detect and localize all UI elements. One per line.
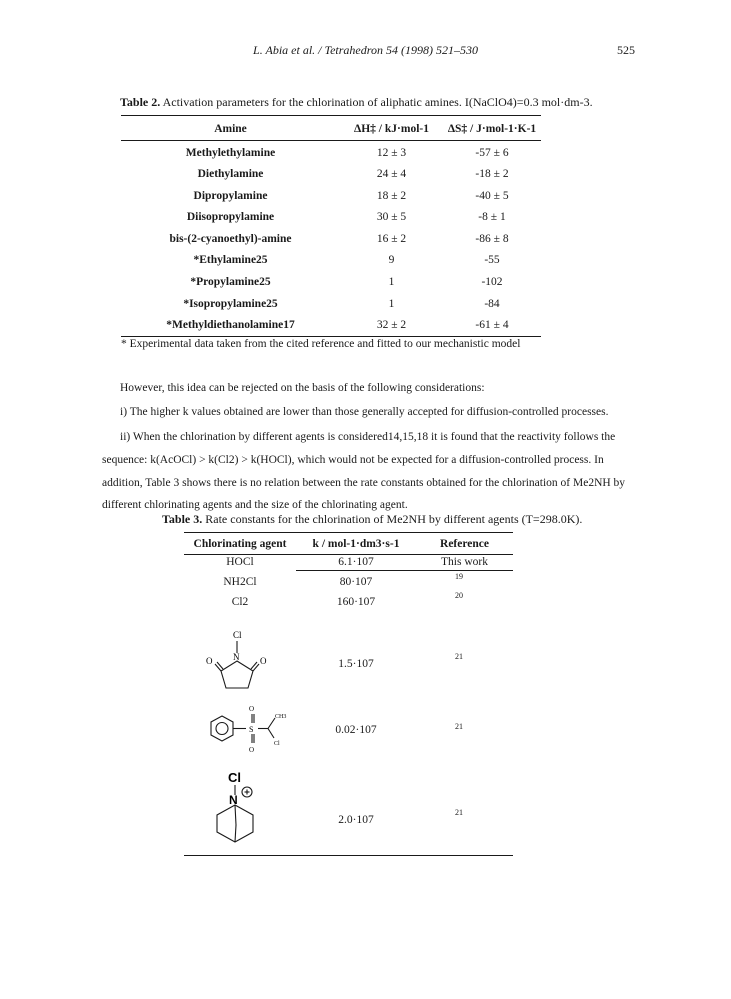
reference-cell: 20 — [455, 591, 463, 600]
table3-top-rule — [184, 532, 513, 533]
rate-cell: 80·107 — [339, 576, 373, 588]
table3-row-rule — [296, 570, 513, 571]
atom-label: CH3 — [275, 714, 287, 720]
enthalpy-cell: 32 ± 2 — [376, 319, 407, 331]
table2-top-rule — [121, 115, 541, 116]
table3-caption-text: Rate constants for the chlorination of Me2NH by different agents (T=298.0K). — [205, 512, 583, 526]
rate-cell: 160·107 — [336, 596, 376, 608]
entropy-cell: -57 ± 6 — [475, 147, 509, 159]
table3-header-agent: Chlorinating agent — [193, 538, 287, 550]
atom-label: N — [229, 793, 238, 807]
entropy-cell: -84 — [484, 298, 500, 310]
paragraph: i) The higher k values obtained are lower than those generally accepted for diffusion-controlled processes. — [120, 406, 609, 418]
paragraph: ii) When the chlorination by different agents is considered14,15,18 it is found that the reactivity follows the — [120, 431, 616, 443]
atom-label: O — [260, 656, 267, 666]
enthalpy-cell: 12 ± 3 — [376, 147, 407, 159]
agent-cell: Cl2 — [231, 596, 249, 608]
atom-label: O — [206, 656, 213, 666]
table2-footnote: * Experimental data taken from the cited reference and fitted to our mechanistic model — [121, 338, 521, 350]
table2-header-amine: Amine — [214, 123, 247, 135]
paragraph: different chlorinating agents and the size of the chlorinating agent. — [102, 499, 408, 511]
atom-label: O — [249, 746, 255, 754]
table3-caption — [162, 512, 582, 527]
table-row — [121, 298, 541, 318]
table3-header-rule — [184, 554, 513, 555]
rate-cell: 0.02·107 — [335, 724, 377, 736]
table3-bottom-rule — [184, 855, 513, 856]
enthalpy-cell: 16 ± 2 — [376, 233, 407, 245]
table-row — [121, 211, 541, 231]
entropy-cell: -61 ± 4 — [475, 319, 509, 331]
entropy-cell: -55 — [484, 254, 500, 266]
table3 — [184, 532, 513, 862]
table2-header-entropy: ΔS‡ / J·mol-1·K-1 — [447, 123, 537, 135]
table2-bottom-rule — [121, 336, 541, 337]
paragraph: However, this idea can be rejected on the basis of the following considerations: — [120, 382, 485, 394]
table-row — [121, 276, 541, 296]
table2-caption-text: Activation parameters for the chlorination of aliphatic amines. I(NaClO4)=0.3 mol·dm-3. — [162, 95, 593, 109]
entropy-cell: -40 ± 5 — [475, 190, 509, 202]
enthalpy-cell: 1 — [388, 276, 395, 288]
amine-cell: *Isopropylamine25 — [183, 298, 278, 310]
atom-label: S — [249, 725, 254, 734]
atom-label: Cl — [233, 630, 242, 640]
n-chlorosuccinimide-structure — [202, 626, 272, 706]
page-number: 525 — [617, 43, 635, 57]
agent-cell: HOCl — [226, 556, 254, 568]
enthalpy-cell: 24 ± 4 — [376, 168, 407, 180]
enthalpy-cell: 18 ± 2 — [376, 190, 407, 202]
amine-cell: Methylethylamine — [185, 147, 276, 159]
amine-cell: *Ethylamine25 — [193, 254, 268, 266]
amine-cell: *Propylamine25 — [190, 276, 271, 288]
table3-caption-label: Table 3. — [162, 512, 203, 526]
agent-cell: NH2Cl — [223, 576, 257, 588]
reference-cell: 21 — [455, 722, 463, 731]
paragraph: sequence: k(AcOCl) > k(Cl2) > k(HOCl), which would not be expected for a diffusion-controlled process. In — [102, 454, 604, 466]
entropy-cell: -18 ± 2 — [475, 168, 509, 180]
enthalpy-cell: 1 — [388, 298, 395, 310]
atom-label: Cl — [228, 770, 241, 785]
running-head: L. Abia et al. / Tetrahedron 54 (1998) 521–530 — [253, 43, 478, 57]
amine-cell: Diisopropylamine — [186, 211, 275, 223]
entropy-cell: -102 — [481, 276, 503, 288]
table3-header-reference: Reference — [440, 538, 489, 550]
amine-cell: Diethylamine — [197, 168, 264, 180]
amine-cell: bis-(2-cyanoethyl)-amine — [169, 233, 292, 245]
table2-caption-label: Table 2. — [120, 95, 161, 109]
table2-caption — [120, 95, 593, 110]
table2-header-rule — [121, 140, 541, 141]
table-row — [121, 233, 541, 253]
rate-cell: 2.0·107 — [338, 814, 374, 826]
atom-label: N — [233, 652, 240, 662]
amine-cell: Dipropylamine — [193, 190, 268, 202]
table-row — [121, 168, 541, 188]
rate-cell: 6.1·107 — [338, 556, 374, 568]
reference-cell: 19 — [455, 572, 463, 581]
rate-cell: 1.5·107 — [338, 658, 374, 670]
entropy-cell: -86 ± 8 — [475, 233, 509, 245]
reference-cell: 21 — [455, 652, 463, 661]
reference-cell: 21 — [455, 808, 463, 817]
n-chloroquinuclidinium-structure — [206, 768, 276, 848]
table-row — [121, 254, 541, 274]
table3-header-rate: k / mol-1·dm3·s-1 — [312, 538, 400, 550]
entropy-cell: -8 ± 1 — [478, 211, 506, 223]
paragraph: addition, Table 3 shows there is no relation between the rate constants obtained for the chlorination of Me2NH by — [102, 477, 626, 489]
table-row — [121, 147, 541, 167]
table-row — [121, 190, 541, 210]
atom-label: Cl — [274, 741, 280, 747]
enthalpy-cell: 9 — [388, 254, 395, 266]
table2-header-enthalpy: ΔH‡ / kJ·mol-1 — [354, 123, 429, 135]
atom-label: O — [249, 705, 255, 713]
enthalpy-cell: 30 ± 5 — [376, 211, 407, 223]
sulfonyl-chloride-structure — [202, 698, 292, 758]
reference-cell: This work — [441, 556, 488, 568]
amine-cell: *Methyldiethanolamine17 — [166, 319, 295, 331]
